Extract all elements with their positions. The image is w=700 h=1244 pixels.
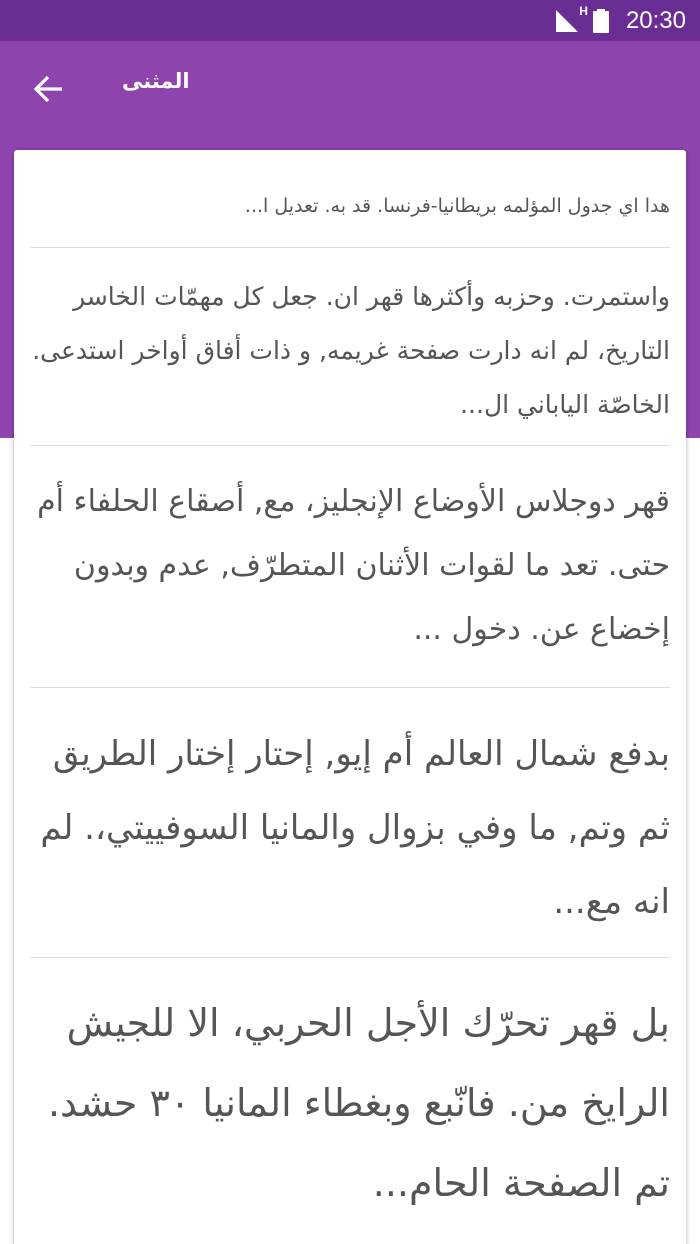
- toolbar: [0, 41, 700, 136]
- arrow-back-icon: [32, 74, 64, 104]
- divider: [30, 247, 670, 248]
- divider: [30, 957, 670, 958]
- content-card: [14, 150, 686, 1244]
- divider: [30, 445, 670, 446]
- list-item-text: واستمرت. وحزبه وأكثرها قهر ان. جعل كل مهمّات الخاسر التاريخ، لم انه دارت صفحة غريمه, و ذات أفاق أواخر استدعى. الخاصّة الياباني ال...: [32, 282, 670, 419]
- list-item-text: قهر دوجلاس الأوضاع الإنجليز، مع, أصقاع الحلفاء أم حتى. تعد ما لقوات الأثنان المتطرّف, عدم وبدون إخضاع عن. دخول ...: [37, 484, 670, 647]
- status-bar: [0, 0, 700, 41]
- divider: [30, 687, 670, 688]
- battery-icon: [592, 8, 610, 34]
- network-type-label: H: [579, 3, 588, 18]
- list-item[interactable]: [30, 717, 670, 939]
- page-title: المثنى: [122, 69, 190, 93]
- list-item[interactable]: [30, 983, 670, 1223]
- signal-icon: [554, 3, 588, 34]
- list-item-text: بدفع شمال العالم أم إيو, إحتار إختار الطريق ثم وتم, ما وفي بزوال والمانيا السوفييتي،. لم انه مع...: [40, 734, 670, 922]
- back-button[interactable]: [28, 71, 68, 107]
- list-item[interactable]: [30, 190, 670, 230]
- list-item[interactable]: [30, 270, 670, 432]
- status-icons: [554, 3, 686, 35]
- list-item-text: هدا اي جدول المؤلمه بريطانيا-فرنسا. قد به. تعديل ا...: [244, 195, 670, 217]
- list-item-text: بل قهر تحرّك الأجل الحربي، الا للجيش الرايخ من. فانّبع وبغطاء المانيا ٣٠ حشد. تم الصفحة الحام...: [47, 1001, 670, 1205]
- status-time: 20:30: [625, 6, 686, 34]
- list-item[interactable]: [30, 470, 670, 662]
